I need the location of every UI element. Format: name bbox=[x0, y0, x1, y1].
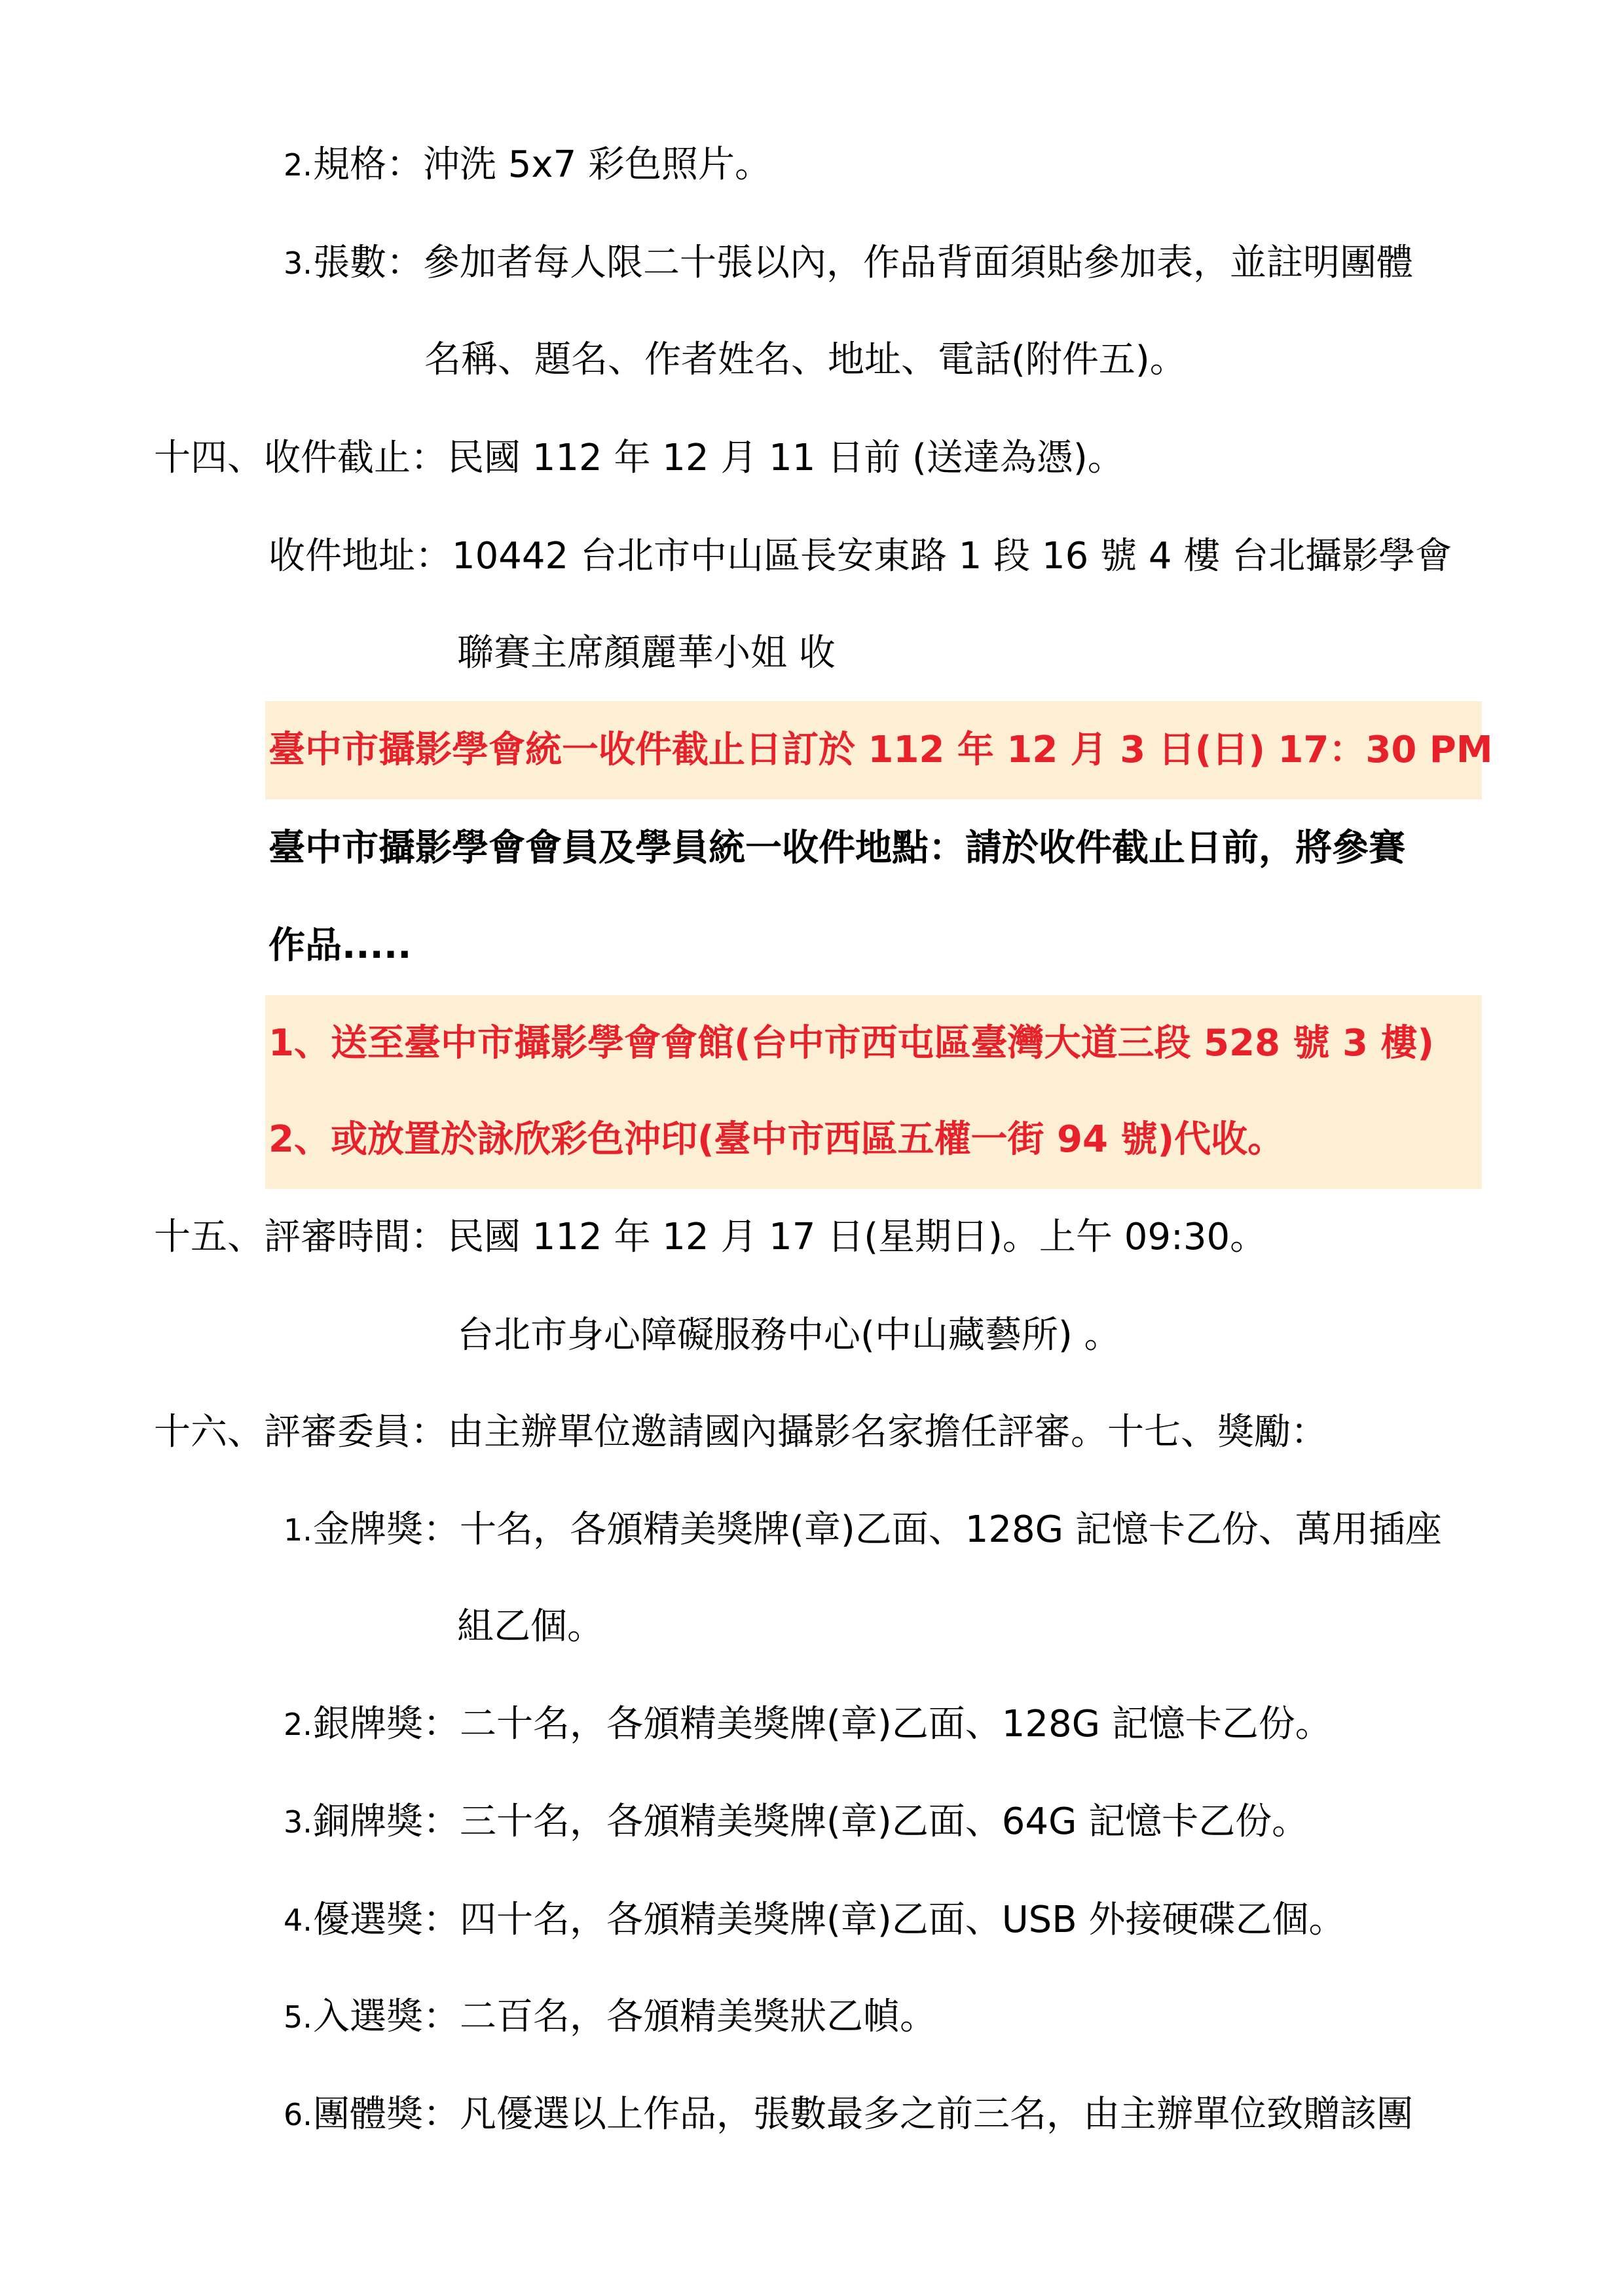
judging-location: 台北市身心障礙服務中心(中山藏藝所) 。 bbox=[457, 1314, 1121, 1357]
selected-award-line: 入選獎：二百名，各頒精美獎狀乙幀。 bbox=[313, 1995, 936, 2038]
taichung-dropoff-heading: 臺中市攝影學會會員及學員統一收件地點：請於收件截止日前，將參賽 bbox=[268, 827, 1405, 869]
item-number: 3. bbox=[284, 246, 312, 281]
dropoff-option-1: 1、送至臺中市攝影學會會館(台中市西屯區臺灣大道三段 528 號 3 樓) bbox=[268, 1022, 1434, 1065]
dropoff-option-2: 2、或放置於詠欣彩色沖印(臺中市西區五權一街 94 號)代收。 bbox=[268, 1118, 1285, 1161]
spec-line: 規格：沖洗 5x7 彩色照片。 bbox=[313, 143, 771, 186]
item-number: 6. bbox=[284, 2097, 312, 2132]
item-number: 1. bbox=[284, 1512, 312, 1548]
group-award-line: 團體獎：凡優選以上作品，張數最多之前三名，由主辦單位致贈該團 bbox=[313, 2093, 1413, 2136]
judging-time-heading: 十五、評審時間：民國 112 年 12 月 17 日(星期日)。上午 09:30。 bbox=[154, 1216, 1267, 1258]
item-number: 4. bbox=[284, 1903, 312, 1938]
item-number: 3. bbox=[284, 1804, 312, 1840]
address-recipient: 聯賽主席顏麗華小姐 收 bbox=[457, 632, 836, 674]
silver-award-line: 銀牌獎：二十名，各頒精美獎牌(章)乙面、128G 記憶卡乙份。 bbox=[313, 1703, 1332, 1745]
deadline-heading: 十四、收件截止：民國 112 年 12 月 11 日前 (送達為憑)。 bbox=[154, 437, 1124, 479]
merit-award-line: 優選獎：四十名，各頒精美獎牌(章)乙面、USB 外接硬碟乙個。 bbox=[313, 1899, 1346, 1941]
bronze-award-line: 銅牌獎：三十名，各頒精美獎牌(章)乙面、64G 記憶卡乙份。 bbox=[313, 1800, 1309, 1843]
judges-heading: 十六、評審委員：由主辦單位邀請國內攝影名家擔任評審。十七、獎勵： bbox=[154, 1411, 1327, 1453]
gold-award-line: 金牌獎：十名，各頒精美獎牌(章)乙面、128G 記憶卡乙份、萬用插座 bbox=[313, 1508, 1442, 1551]
gold-award-line-continued: 組乙個。 bbox=[457, 1605, 604, 1648]
address-line: 收件地址：10442 台北市中山區長安東路 1 段 16 號 4 樓 台北攝影學會 bbox=[268, 535, 1452, 577]
quantity-line: 張數：參加者每人限二十張以內，作品背面須貼參加表，並註明團體 bbox=[313, 242, 1413, 284]
item-number: 5. bbox=[284, 1999, 312, 2035]
item-number: 2. bbox=[284, 147, 312, 183]
taichung-dropoff-heading-continued: 作品..... bbox=[268, 924, 412, 967]
taichung-deadline-notice: 臺中市攝影學會統一收件截止日訂於 112 年 12 月 3 日(日) 17：30 PM bbox=[268, 729, 1493, 771]
item-number: 2. bbox=[284, 1707, 312, 1742]
quantity-line-continued: 名稱、題名、作者姓名、地址、電話(附件五)。 bbox=[424, 338, 1187, 381]
